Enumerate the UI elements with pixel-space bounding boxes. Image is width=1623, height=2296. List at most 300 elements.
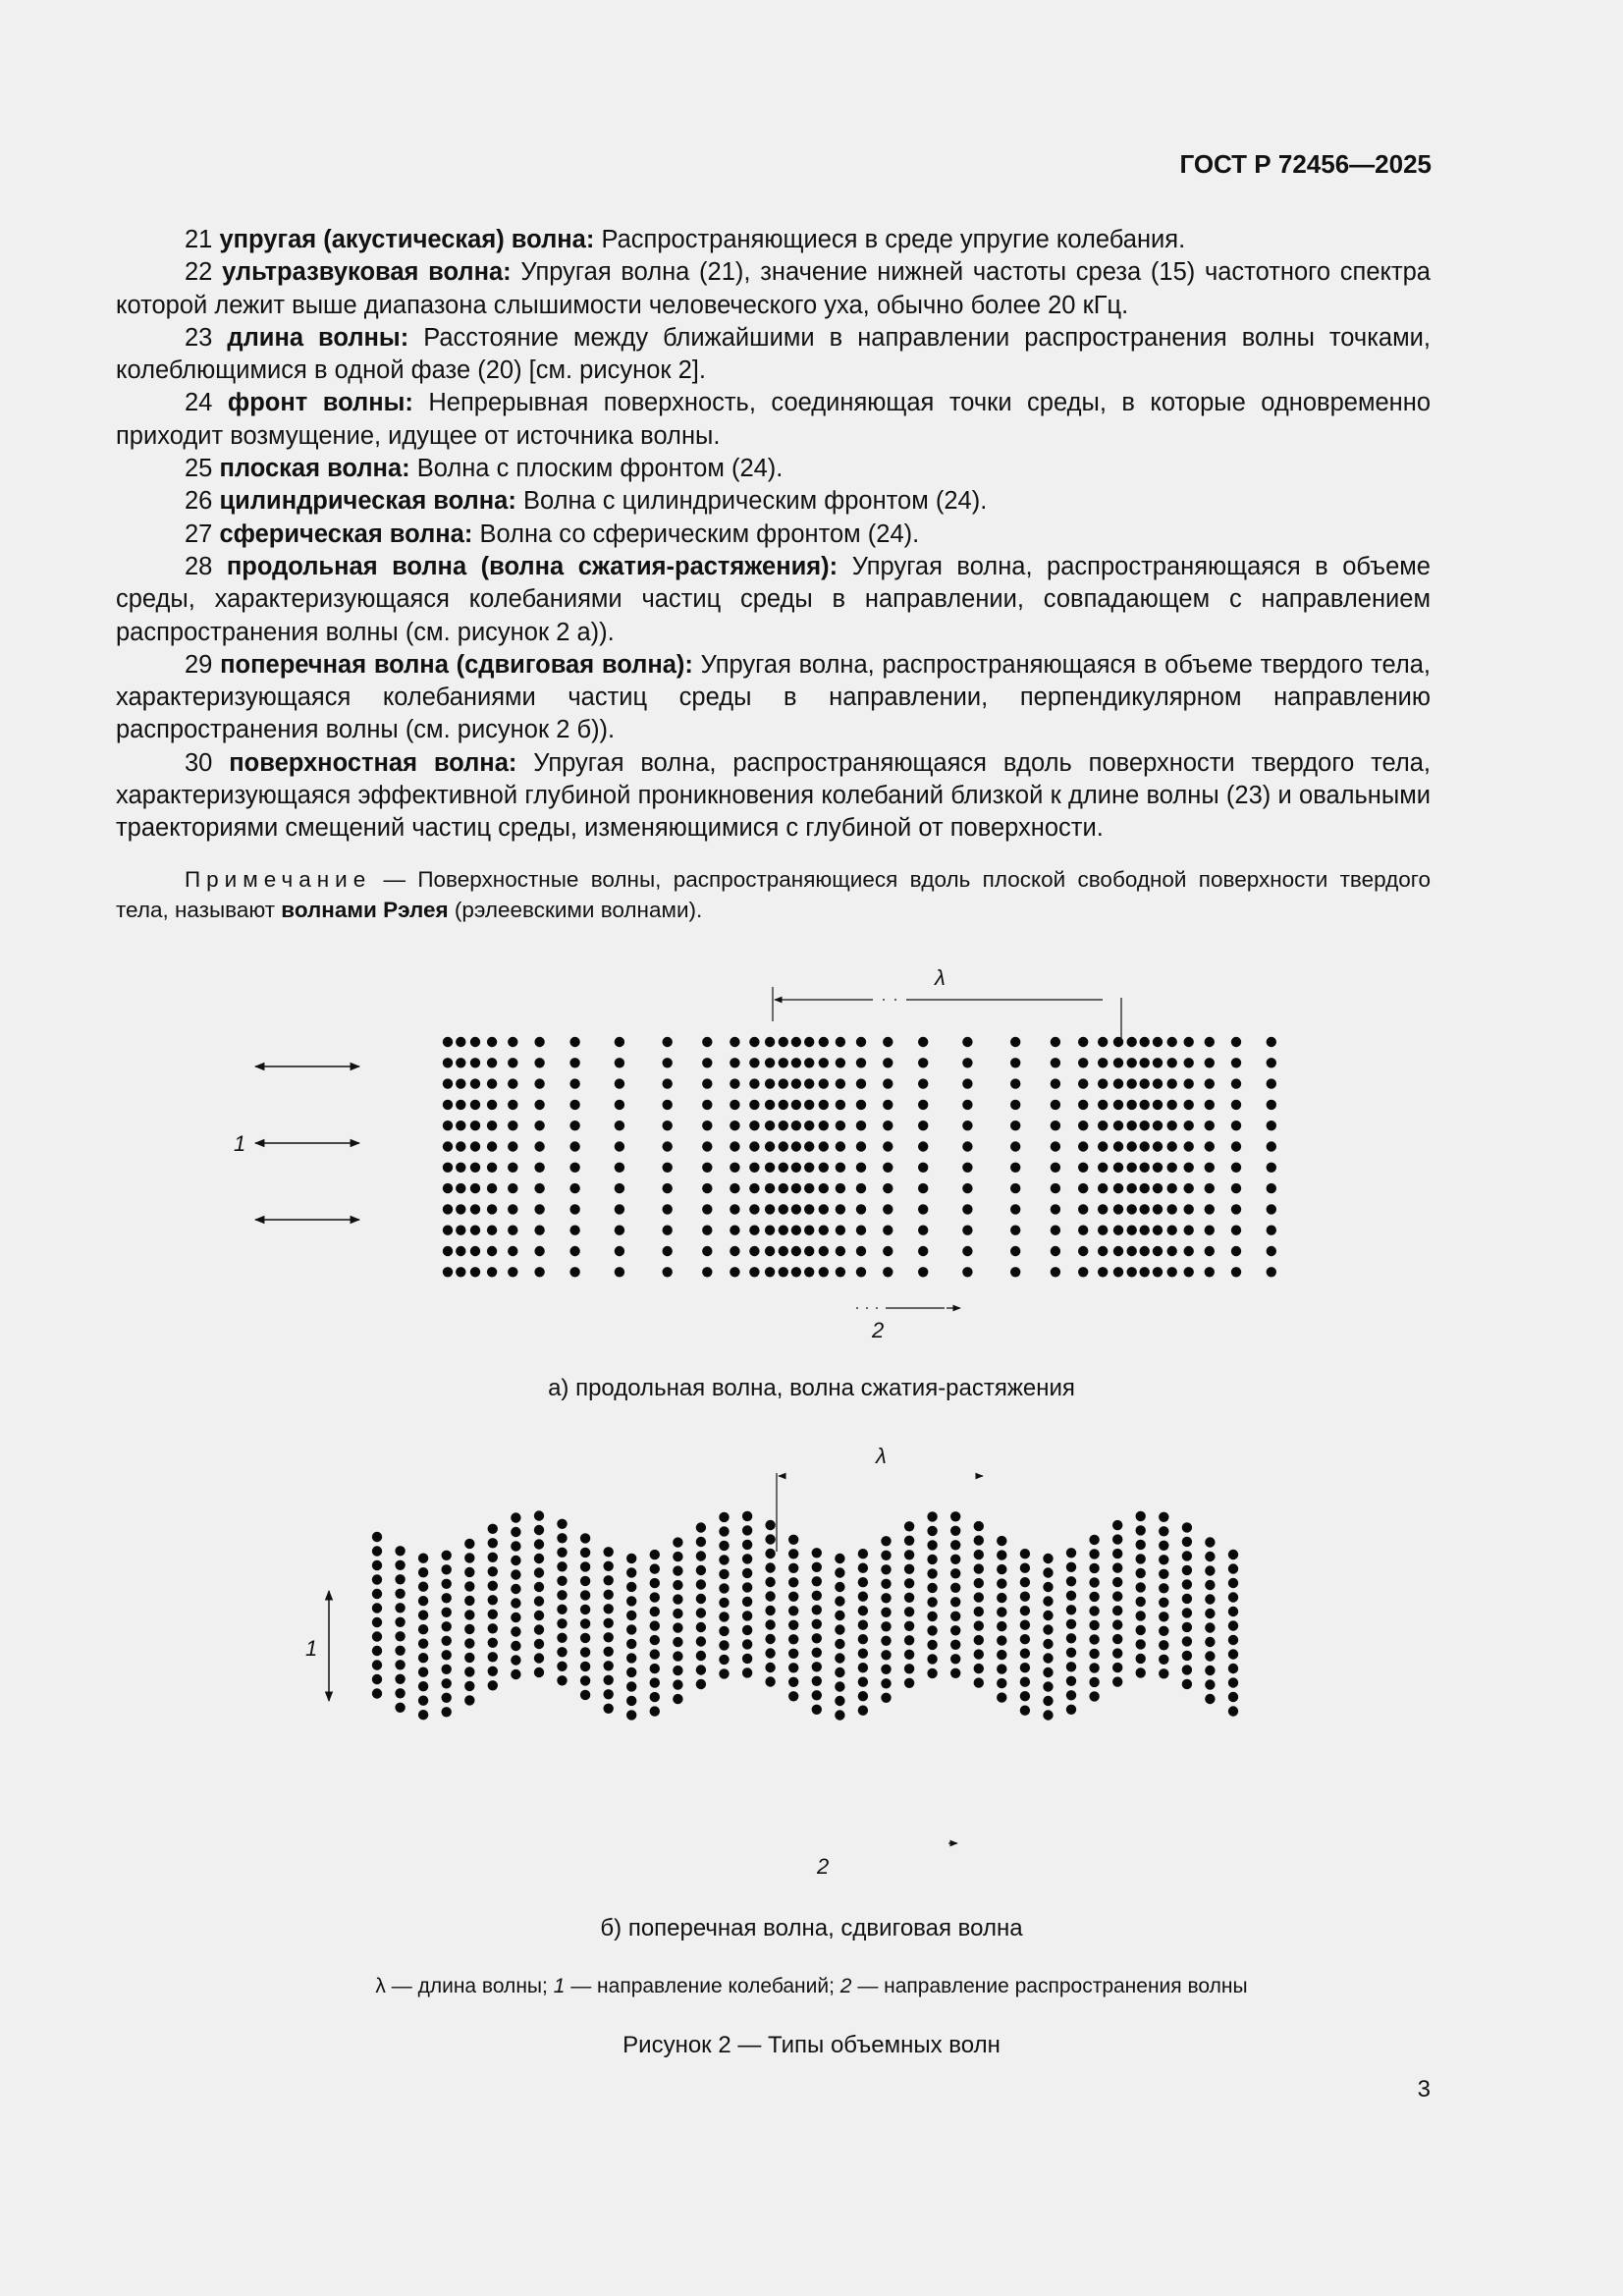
particle-dot [836, 1100, 845, 1110]
particle-dot [1010, 1163, 1020, 1173]
particle-dot [470, 1100, 480, 1110]
particle-dot [779, 1204, 788, 1214]
particle-dot [508, 1163, 517, 1173]
particle-dot [765, 1163, 775, 1173]
particle-dot [650, 1550, 660, 1559]
particle-dot [1078, 1058, 1088, 1067]
particle-dot [804, 1100, 814, 1110]
particle-dot [997, 1678, 1006, 1688]
particle-dot [742, 1654, 752, 1664]
particle-dot [508, 1121, 517, 1130]
particle-dot [1184, 1121, 1194, 1130]
particle-dot [626, 1667, 636, 1677]
particle-dot [765, 1634, 775, 1644]
particle-dot [1089, 1634, 1099, 1644]
particle-dot [1051, 1037, 1060, 1047]
particle-dot [1113, 1141, 1123, 1151]
particle-dot [927, 1668, 937, 1678]
particle-dot [1113, 1058, 1123, 1067]
particle-dot [836, 1226, 845, 1235]
particle-dot [488, 1610, 498, 1619]
particle-dot [1136, 1625, 1146, 1635]
particle-dot [1066, 1619, 1076, 1629]
particle-dot [487, 1121, 497, 1130]
particle-dot [650, 1635, 660, 1645]
particle-dot [962, 1100, 972, 1110]
particle-dot [1127, 1078, 1137, 1088]
particle-dot [557, 1618, 567, 1628]
particle-dot [812, 1619, 822, 1629]
particle-dot [508, 1246, 517, 1256]
particle-dot [487, 1141, 497, 1151]
particle-dot [881, 1608, 891, 1617]
particle-dot [997, 1650, 1006, 1660]
particle-dot [819, 1246, 829, 1256]
particle-dot [488, 1595, 498, 1605]
particle-dot [835, 1667, 844, 1677]
particle-dot [604, 1661, 614, 1670]
particle-dot [442, 1650, 452, 1660]
particle-dot [1231, 1183, 1241, 1193]
particle-dot [927, 1540, 937, 1550]
particle-dot [702, 1141, 712, 1151]
particle-dot [673, 1694, 682, 1704]
particle-dot [557, 1662, 567, 1671]
particle-dot [456, 1100, 465, 1110]
particle-dot [1231, 1226, 1241, 1235]
particle-dot [765, 1100, 775, 1110]
particle-dot [557, 1590, 567, 1600]
particle-dot [858, 1592, 868, 1602]
particle-dot [1098, 1246, 1108, 1256]
particle-dot [1043, 1667, 1053, 1677]
particle-dot [1043, 1624, 1053, 1634]
particle-dot [1205, 1121, 1215, 1130]
particle-dot [1184, 1078, 1194, 1088]
particle-dot [580, 1618, 590, 1628]
particle-dot [962, 1078, 972, 1088]
particle-dot [487, 1078, 497, 1088]
particle-dot [1205, 1666, 1215, 1675]
particle-dot [918, 1226, 928, 1235]
particle-dot [883, 1246, 893, 1256]
particle-dot [1066, 1576, 1076, 1586]
particle-dot [835, 1567, 844, 1577]
particle-dot [696, 1665, 706, 1674]
particle-dot [534, 1267, 544, 1277]
particle-dot [470, 1163, 480, 1173]
particle-dot [1267, 1183, 1276, 1193]
particle-dot [1112, 1591, 1122, 1601]
particle-dot [395, 1560, 405, 1570]
particle-dot [836, 1078, 845, 1088]
particle-dot [1205, 1552, 1215, 1561]
particle-dot [456, 1058, 465, 1067]
particle-dot [1043, 1639, 1053, 1649]
particle-dot [1066, 1705, 1076, 1715]
particle-dot [1089, 1649, 1099, 1659]
particle-dot [1182, 1608, 1192, 1617]
particle-dot [663, 1141, 673, 1151]
particle-dot [1020, 1606, 1030, 1615]
particle-dot [443, 1141, 453, 1151]
particle-dot [534, 1100, 544, 1110]
particle-dot [1043, 1681, 1053, 1691]
particle-dot [580, 1647, 590, 1657]
particle-dot [372, 1560, 382, 1570]
particle-dot [719, 1512, 729, 1522]
particle-dot [372, 1532, 382, 1542]
particle-dot [1136, 1639, 1146, 1649]
particle-dot [779, 1183, 788, 1193]
label-oscillation-b: 1 [305, 1636, 318, 1661]
particle-dot [779, 1141, 788, 1151]
particle-dot [904, 1564, 914, 1574]
particle-dot [950, 1625, 960, 1635]
particle-dot [1205, 1163, 1215, 1173]
particle-dot [804, 1141, 814, 1151]
particle-dot [1231, 1163, 1241, 1173]
particle-dot [927, 1568, 937, 1578]
particle-dot [569, 1058, 579, 1067]
particle-dot [765, 1183, 775, 1193]
particle-dot [650, 1706, 660, 1716]
particle-dot [696, 1551, 706, 1560]
particle-dot [557, 1533, 567, 1543]
particle-dot [730, 1078, 739, 1088]
particle-dot [950, 1555, 960, 1564]
particle-dot [1231, 1078, 1241, 1088]
particle-dot [673, 1637, 682, 1647]
particle-dot [1167, 1100, 1177, 1110]
particle-dot [1228, 1563, 1238, 1573]
particle-dot [650, 1607, 660, 1616]
lambda-label-a: λ [935, 965, 946, 990]
term-23: 23 длина волны: Расстояние между ближайшими в направлении распространения волны точками, колеблющимися в одной фазе (20) [см. рисунок 2]. [116, 323, 1431, 385]
particle-dot [1112, 1676, 1122, 1686]
particle-dot [534, 1226, 544, 1235]
particle-dot [881, 1650, 891, 1660]
particle-dot [1159, 1569, 1168, 1579]
particle-dot [1010, 1226, 1020, 1235]
caption-a: а) продольная волна, волна сжатия-растяжения [548, 1375, 1075, 1401]
particle-dot [1140, 1058, 1150, 1067]
particle-dot [534, 1639, 544, 1649]
particle-dot [1113, 1037, 1123, 1047]
particle-dot [835, 1596, 844, 1606]
particle-dot [918, 1267, 928, 1277]
particle-dot [1140, 1037, 1150, 1047]
particle-dot [1051, 1078, 1060, 1088]
particle-dot [1228, 1578, 1238, 1588]
particle-dot [904, 1536, 914, 1546]
particle-dot [1112, 1663, 1122, 1672]
particle-dot [418, 1611, 428, 1620]
particle-dot [836, 1121, 845, 1130]
particle-dot [1113, 1121, 1123, 1130]
particle-dot [791, 1100, 801, 1110]
particle-dot [508, 1058, 517, 1067]
particle-dot [1267, 1121, 1276, 1130]
particle-dot [1267, 1226, 1276, 1235]
particle-dot [534, 1163, 544, 1173]
particle-dot [1010, 1204, 1020, 1214]
particle-dot [443, 1078, 453, 1088]
particle-dot [962, 1226, 972, 1235]
particle-dot [702, 1267, 712, 1277]
particle-dot [456, 1267, 465, 1277]
particle-dot [927, 1511, 937, 1521]
particle-dot [812, 1648, 822, 1658]
particle-dot [765, 1562, 775, 1572]
particle-dot [962, 1163, 972, 1173]
particle-dot [1167, 1267, 1177, 1277]
particle-dot [804, 1204, 814, 1214]
particle-dot [765, 1577, 775, 1587]
particle-dot [470, 1226, 480, 1235]
particle-dot [1078, 1141, 1088, 1151]
particle-dot [488, 1566, 498, 1576]
particle-dot [1098, 1078, 1108, 1088]
particle-dot [819, 1121, 829, 1130]
particle-dot [904, 1678, 914, 1688]
particle-dot [997, 1664, 1006, 1673]
particle-dot [997, 1536, 1006, 1546]
particle-dot [372, 1546, 382, 1556]
particle-dot [443, 1267, 453, 1277]
particle-dot [1112, 1634, 1122, 1644]
particle-dot [663, 1121, 673, 1130]
particle-dot [580, 1561, 590, 1571]
particle-dot [804, 1037, 814, 1047]
particle-dot [487, 1163, 497, 1173]
particle-dot [1078, 1204, 1088, 1214]
particle-dot [1205, 1580, 1215, 1590]
particle-dot [372, 1574, 382, 1584]
particle-dot [488, 1524, 498, 1534]
particle-dot [1205, 1226, 1215, 1235]
particle-dot [1043, 1582, 1053, 1592]
particle-dot [1182, 1622, 1192, 1632]
particle-dot [663, 1037, 673, 1047]
particle-dot [765, 1267, 775, 1277]
particle-dot [765, 1520, 775, 1530]
particle-dot [788, 1606, 798, 1615]
particle-dot [673, 1651, 682, 1661]
particle-dot [443, 1226, 453, 1235]
particle-dot [819, 1037, 829, 1047]
particle-dot [372, 1674, 382, 1684]
particle-dot [626, 1611, 636, 1620]
particle-dot [557, 1576, 567, 1586]
particle-dot [779, 1267, 788, 1277]
particle-dot [1182, 1651, 1192, 1661]
particle-dot [1127, 1037, 1137, 1047]
particle-dot [1182, 1551, 1192, 1560]
particle-dot [1267, 1037, 1276, 1047]
particle-dot [1089, 1620, 1099, 1630]
particle-dot [812, 1662, 822, 1671]
particle-dot [804, 1226, 814, 1235]
document-id: ГОСТ Р 72456—2025 [1179, 149, 1432, 179]
particle-dot [1159, 1598, 1168, 1608]
particle-dot [765, 1676, 775, 1686]
particle-dot [1043, 1710, 1053, 1720]
particle-dot [1020, 1706, 1030, 1716]
particle-dot [615, 1267, 624, 1277]
particle-dot [1010, 1121, 1020, 1130]
particle-dot [719, 1583, 729, 1593]
particle-dot [456, 1246, 465, 1256]
particle-dot [804, 1246, 814, 1256]
particle-dot [1020, 1549, 1030, 1558]
particle-dot [1182, 1636, 1192, 1646]
particle-dot [569, 1246, 579, 1256]
particle-dot [765, 1246, 775, 1256]
particle-dot [779, 1037, 788, 1047]
particle-dot [812, 1605, 822, 1614]
particle-dot [1231, 1141, 1241, 1151]
particle-dot [904, 1550, 914, 1559]
particle-dot [1205, 1246, 1215, 1256]
particle-dot [881, 1536, 891, 1546]
particle-dot [856, 1267, 866, 1277]
particle-dot [534, 1525, 544, 1535]
particle-dot [487, 1246, 497, 1256]
particle-dot [1184, 1100, 1194, 1110]
particle-dot [1098, 1141, 1108, 1151]
particle-dot [1159, 1668, 1168, 1678]
particle-dot [604, 1618, 614, 1628]
particle-dot [791, 1058, 801, 1067]
particle-dot [1136, 1525, 1146, 1535]
particle-dot [1078, 1226, 1088, 1235]
particle-dot [1184, 1267, 1194, 1277]
particle-dot [569, 1183, 579, 1193]
particle-dot [974, 1535, 984, 1545]
particle-dot [1167, 1121, 1177, 1130]
particle-dot [456, 1141, 465, 1151]
particle-dot [974, 1592, 984, 1602]
particle-dot [1127, 1226, 1137, 1235]
particle-dot [604, 1604, 614, 1613]
particle-dot [765, 1606, 775, 1615]
particle-dot [372, 1660, 382, 1669]
particle-dot [702, 1226, 712, 1235]
particle-dot [742, 1625, 752, 1635]
particle-dot [1184, 1141, 1194, 1151]
particle-dot [856, 1037, 866, 1047]
longitudinal-wave-dots [443, 1037, 1276, 1278]
particle-dot [835, 1554, 844, 1563]
particle-dot [673, 1565, 682, 1575]
particle-dot [881, 1621, 891, 1631]
particle-dot [918, 1121, 928, 1130]
particle-dot [534, 1058, 544, 1067]
particle-dot [742, 1554, 752, 1563]
particle-dot [836, 1058, 845, 1067]
particle-dot [696, 1622, 706, 1632]
particle-dot [418, 1596, 428, 1606]
particle-dot [626, 1710, 636, 1720]
particle-dot [856, 1078, 866, 1088]
particle-dot [696, 1651, 706, 1661]
particle-dot [719, 1626, 729, 1636]
particle-dot [1153, 1267, 1163, 1277]
particle-dot [569, 1267, 579, 1277]
particle-dot [650, 1620, 660, 1630]
particle-dot [835, 1696, 844, 1706]
particle-dot [1043, 1596, 1053, 1606]
particle-dot [1167, 1163, 1177, 1173]
particle-dot [1182, 1579, 1192, 1589]
particle-dot [1043, 1554, 1053, 1563]
particle-dot [788, 1535, 798, 1545]
particle-dot [1020, 1677, 1030, 1687]
particle-dot [858, 1577, 868, 1587]
transverse-wave-dots [372, 1510, 1238, 1720]
particle-dot [615, 1078, 624, 1088]
particle-dot [812, 1548, 822, 1558]
particle-dot [464, 1695, 474, 1705]
particle-dot [856, 1058, 866, 1067]
particle-dot [962, 1037, 972, 1047]
particle-dot [580, 1690, 590, 1700]
particle-dot [1043, 1696, 1053, 1706]
particle-dot [372, 1617, 382, 1627]
particle-dot [418, 1624, 428, 1634]
particle-dot [534, 1567, 544, 1577]
particle-dot [835, 1611, 844, 1620]
particle-dot [1127, 1141, 1137, 1151]
particle-dot [442, 1678, 452, 1688]
particle-dot [791, 1246, 801, 1256]
particle-dot [1043, 1567, 1053, 1577]
particle-dot [456, 1163, 465, 1173]
particle-dot [1112, 1648, 1122, 1658]
particle-dot [1153, 1163, 1163, 1173]
particle-dot [719, 1668, 729, 1678]
particle-dot [730, 1037, 739, 1047]
particle-dot [858, 1634, 868, 1644]
particle-dot [534, 1596, 544, 1606]
particle-dot [1089, 1549, 1099, 1558]
particle-dot [511, 1541, 520, 1551]
particle-dot [765, 1648, 775, 1658]
particle-dot [1089, 1691, 1099, 1701]
particle-dot [819, 1183, 829, 1193]
particle-dot [1010, 1246, 1020, 1256]
particle-dot [791, 1183, 801, 1193]
particle-dot [883, 1141, 893, 1151]
particle-dot [488, 1553, 498, 1562]
particle-dot [1159, 1612, 1168, 1621]
particle-dot [730, 1141, 739, 1151]
particle-dot [604, 1689, 614, 1699]
particle-dot [1205, 1537, 1215, 1547]
particle-dot [626, 1567, 636, 1577]
particle-dot [511, 1584, 520, 1594]
particle-dot [1020, 1634, 1030, 1644]
particle-dot [1184, 1204, 1194, 1214]
particle-dot [511, 1512, 520, 1522]
term-30: 30 поверхностная волна: Упругая волна, распространяющаяся вдоль поверхности твердого тела, характеризующаяся эффективной глубиной проникновения колебаний близкой к длине волны (23) и овальными траекториями смещений частиц среды, изменяющимися с глубиной от поверхности. [116, 748, 1431, 843]
particle-dot [442, 1665, 452, 1674]
particle-dot [749, 1100, 759, 1110]
particle-dot [511, 1655, 520, 1665]
particle-dot [1051, 1183, 1060, 1193]
particle-dot [464, 1667, 474, 1676]
